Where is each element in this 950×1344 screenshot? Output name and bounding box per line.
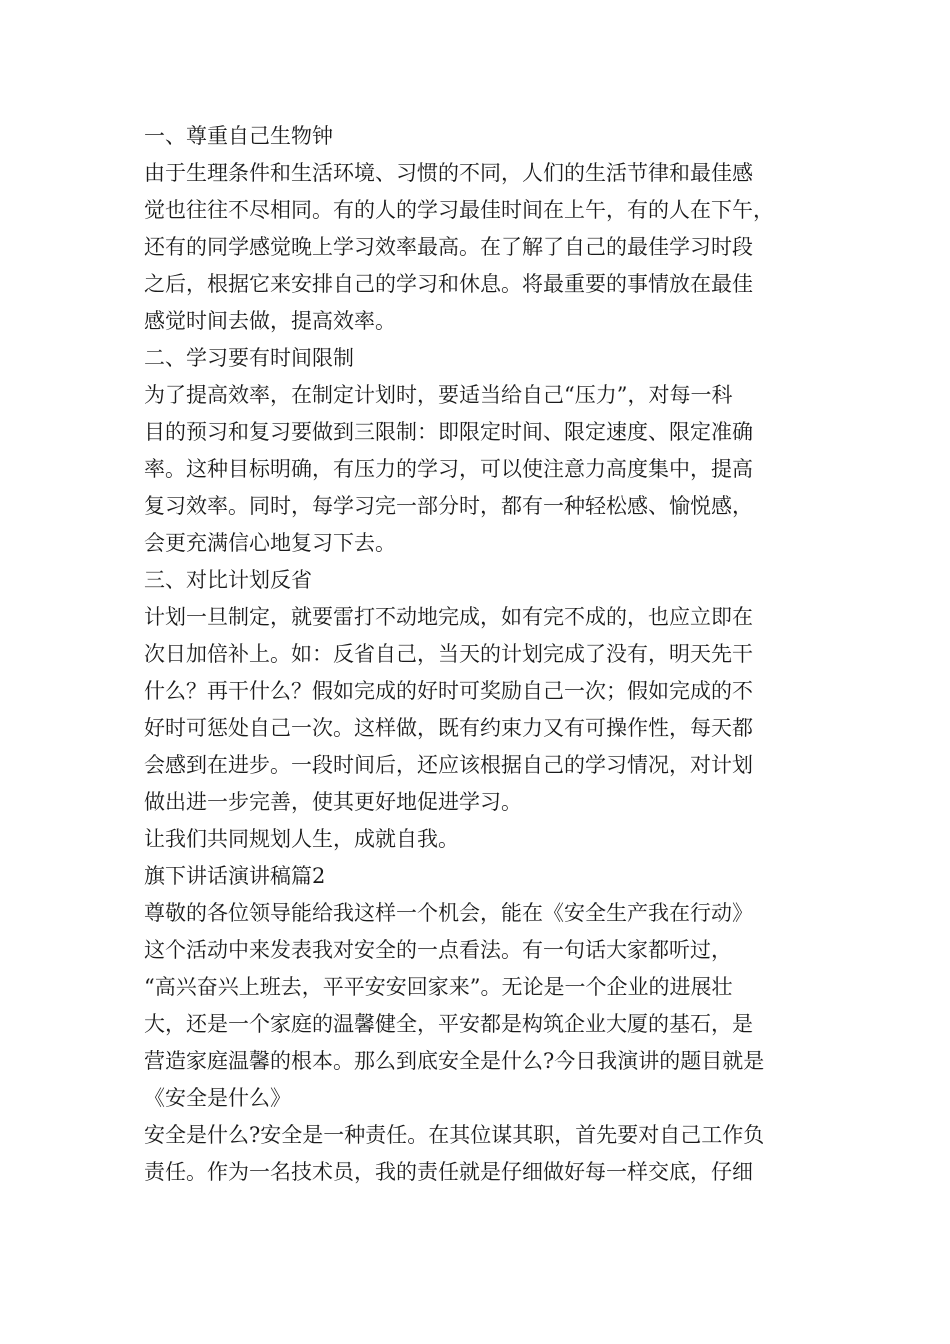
speech-title: 《安全是什么》: [144, 1086, 291, 1110]
document-body: [144, 118, 812, 1191]
paragraph-line: 营造家庭温馨的根本。那么到底安全是什么?今日我演讲的题目就是: [144, 1049, 765, 1073]
closing-line: 让我们共同规划人生，成就自我。: [144, 827, 459, 851]
paragraph-line: 计划一旦制定，就要雷打不动地完成，如有完不成的，也应立即在: [144, 605, 753, 629]
paragraph-line: 好时可惩处自己一次。这样做，既有约束力又有可操作性，每天都: [144, 716, 753, 740]
paragraph-line: 尊敬的各位领导能给我这样一个机会，能在《安全生产我在行动》: [144, 901, 753, 925]
paragraph-line: 由于生理条件和生活环境、习惯的不同，人们的生活节律和最佳感: [144, 161, 753, 185]
paragraph-line: 大，还是一个家庭的温馨健全，平安都是构筑企业大厦的基石，是: [144, 1012, 753, 1036]
paragraph-line: 次日加倍补上。如：反省自己，当天的计划完成了没有，明天先干: [144, 642, 753, 666]
section-title: 旗下讲话演讲稿篇2: [144, 864, 326, 888]
paragraph-line: “高兴奋兴上班去，平平安安回家来”。无论是一个企业的进展壮: [144, 975, 733, 999]
paragraph-line: 感觉时间去做，提高效率。: [144, 309, 396, 333]
paragraph-line: 为了提高效率，在制定计划时，要适当给自己“压力”，对每一科: [144, 383, 733, 407]
paragraph-line: 目的预习和复习要做到三限制：即限定时间、限定速度、限定准确: [144, 420, 753, 444]
heading-1: 一、尊重自己生物钟: [144, 124, 333, 148]
paragraph-line: 觉也往往不尽相同。有的人的学习最佳时间在上午，有的人在下午，: [144, 198, 774, 222]
paragraph-line: 之后，根据它来安排自己的学习和休息。将最重要的事情放在最佳: [144, 272, 753, 296]
paragraph-line: 这个活动中来发表我对安全的一点看法。有一句话大家都听过，: [144, 938, 732, 962]
paragraph-line: 安全是什么?安全是一种责任。在其位谋其职，首先要对自己工作负: [144, 1123, 765, 1147]
paragraph-line: 率。这种目标明确，有压力的学习，可以使注意力高度集中，提高: [144, 457, 753, 481]
paragraph-line: 什么？再干什么？假如完成的好时可奖励自己一次；假如完成的不: [144, 679, 753, 703]
paragraph-line: 会感到在进步。一段时间后，还应该根据自己的学习情况，对计划: [144, 753, 753, 777]
paragraph-line: 还有的同学感觉晚上学习效率最高。在了解了自己的最佳学习时段: [144, 235, 753, 259]
heading-2: 二、学习要有时间限制: [144, 346, 354, 370]
paragraph-line: 责任。作为一名技术员，我的责任就是仔细做好每一样交底，仔细: [144, 1160, 753, 1184]
paragraph-line: 复习效率。同时，每学习完一部分时，都有一种轻松感、愉悦感，: [144, 494, 753, 518]
paragraph-line: 做出进一步完善，使其更好地促进学习。: [144, 790, 522, 814]
paragraph-line: 会更充满信心地复习下去。: [144, 531, 396, 555]
heading-3: 三、对比计划反省: [144, 568, 312, 592]
